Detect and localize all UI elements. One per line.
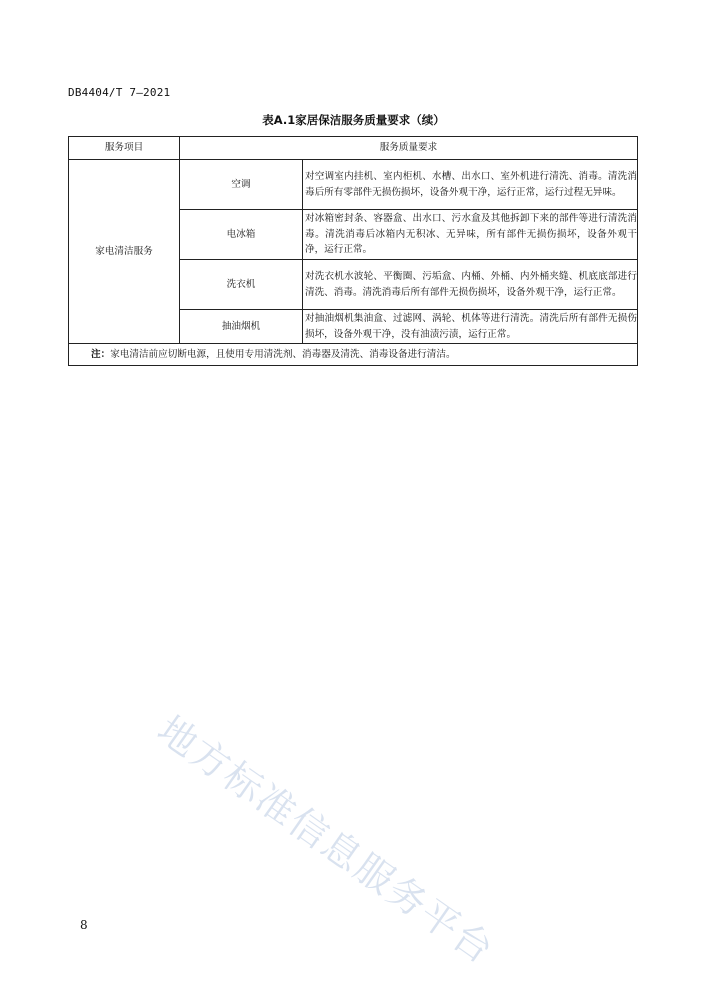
table-row xyxy=(69,160,638,210)
item-cell: 抽油烟机 xyxy=(180,310,303,344)
quality-requirements-table xyxy=(68,136,638,366)
item-cell: 电冰箱 xyxy=(180,210,303,260)
table-header-row xyxy=(69,137,638,160)
table-note-row xyxy=(69,344,638,366)
page-number: 8 xyxy=(80,918,88,932)
note-cell xyxy=(69,344,638,366)
watermark: 地方标准信息服务平台 xyxy=(149,707,503,973)
note-text: 家电清洁前应切断电源，且使用专用清洗剂、消毒器及清洗、消毒设备进行清洁。 xyxy=(110,348,456,360)
item-cell: 空调 xyxy=(180,160,303,210)
document-code: DB4404/T 7—2021 xyxy=(68,86,171,99)
table-title: 表A.1家居保洁服务质量要求（续） xyxy=(262,113,445,127)
item-cell: 洗衣机 xyxy=(180,260,303,310)
note-label: 注： xyxy=(91,348,111,360)
requirement-cell: 对空调室内挂机、室内柜机、水槽、出水口、室外机进行清洗、消毒。清洗消毒后所有零部件无损伤损坏，设备外观干净，运行正常，运行过程无异味。 xyxy=(303,160,638,210)
requirement-cell: 对洗衣机水波轮、平衡圈、污垢盒、内桶、外桶、内外桶夹缝、机底底部进行清洗、消毒。清洗消毒后所有部件无损伤损坏，设备外观干净，运行正常。 xyxy=(303,260,638,310)
category-cell: 家电清洁服务 xyxy=(69,160,180,344)
column-header-service-item: 服务项目 xyxy=(69,137,180,160)
column-header-quality-requirement: 服务质量要求 xyxy=(180,137,638,160)
requirement-cell: 对抽油烟机集油盒、过滤网、涡轮、机体等进行清洗。清洗后所有部件无损伤损坏，设备外观干净，没有油渍污渍，运行正常。 xyxy=(303,310,638,344)
requirement-cell: 对冰箱密封条、容器盒、出水口、污水盒及其他拆卸下来的部件等进行清洗消毒。清洗消毒后冰箱内无积冰、无异味，所有部件无损伤损坏，设备外观干净，运行正常。 xyxy=(303,210,638,260)
